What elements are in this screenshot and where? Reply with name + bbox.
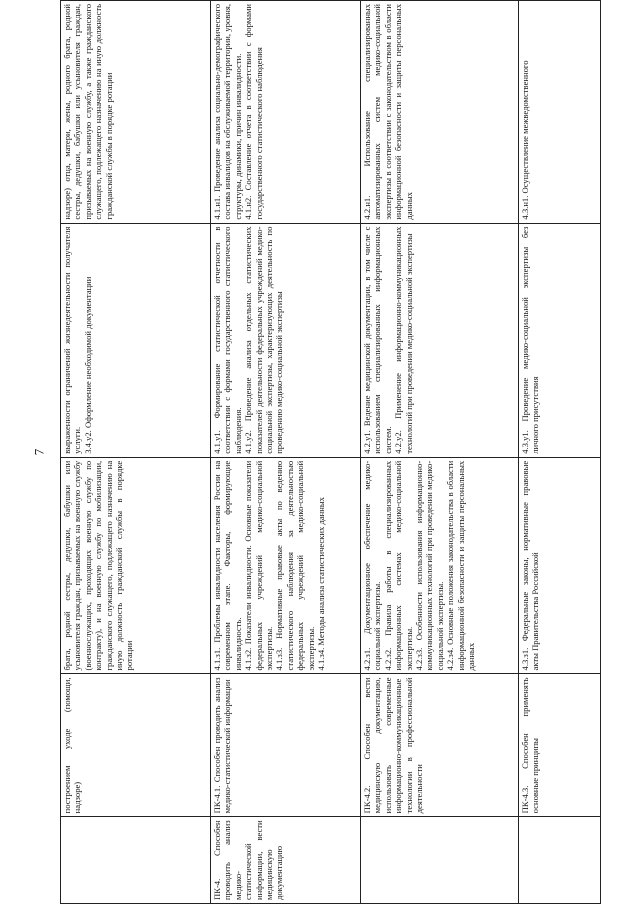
table-row bbox=[211, 1, 361, 904]
cell-code bbox=[519, 817, 601, 904]
cell-knowledge bbox=[361, 457, 519, 674]
knowledge-item: 4.2.з3. Особенности использования информационно-коммуникационных технологий при проведении медико-социальной экспертизы. bbox=[414, 460, 445, 671]
cell-knowledge bbox=[61, 457, 211, 674]
knowledge-item: 4.2.з4. Основные положения законодательства в области информационной безопасности и защиты персональных данных bbox=[445, 460, 477, 671]
competence-table bbox=[60, 0, 601, 904]
cell-knowledge bbox=[211, 457, 361, 674]
cell-practice bbox=[61, 1, 211, 224]
knowledge-item: 4.1.з2. Показатели инвалидности. Основные показатели федеральных учреждений медико-социальной экспертизы. bbox=[243, 460, 275, 671]
cell-practice bbox=[211, 1, 361, 224]
cell-practice bbox=[519, 1, 601, 224]
page-number: 7 bbox=[31, 448, 47, 456]
cell-skills bbox=[61, 223, 211, 457]
cell-code: ПК-4. Способен проводить анализ медико-статистической информации, вести медицинскую документацию bbox=[211, 817, 361, 904]
skills-item: 4.2.у1. Ведение медицинской документации, в том числе с использованием специализированных информационных систем. bbox=[362, 226, 393, 454]
practice-item: надзоре) отца, матери, жены, родного брата, родной сестры, дедушки, бабушки или усыновителя граждан, призываемых на военную службу, а также гражданского служащего, подлежащего назначению на иную должность гражданской службы в порядке ротации bbox=[62, 4, 114, 220]
cell-skills bbox=[519, 223, 601, 457]
skills-item: выраженности ограничений жизнедеятельности получателя услуги. bbox=[62, 226, 83, 454]
table-row bbox=[519, 1, 601, 904]
cell-competence: ПК-4.1. Способен проводить анализ медико-статистической информации bbox=[211, 674, 361, 817]
cell-competence: ПК-4.2. Способен вести медицинскую документацию, использовать современные информационно-коммуникационные технологии в профессиональной деятельности bbox=[361, 674, 519, 817]
knowledge-item: 4.3.з1. Федеральные законы, нормативные правовые акты Правительства Российской bbox=[520, 460, 541, 671]
cell-knowledge bbox=[519, 457, 601, 674]
knowledge-item: 4.2.з1. Документационное обеспечение медико-социальной экспертизы. bbox=[362, 460, 383, 671]
knowledge-item: 4.1.з1. Проблемы инвалидности населения России на современном этапе. Факторы, формирующие инвалидность. bbox=[212, 460, 243, 671]
table-row bbox=[361, 1, 519, 904]
practice-item: 4.1.н2. Составление отчета в соответствии с формами государственного статистического наблюдения bbox=[243, 4, 264, 220]
practice-item: 4.3.н1. Осуществление межведомственного bbox=[520, 60, 530, 220]
table-row bbox=[61, 1, 211, 904]
cell-practice bbox=[361, 1, 519, 224]
practice-item: 4.2.н1. Использование специализированных автоматизированных систем медико-социальной экспертизы в соответствии с законодательством в области информационной безопасности и защиты персональных данных bbox=[362, 4, 414, 220]
table-body bbox=[61, 1, 601, 904]
knowledge-item: брата, родной сестры, дедушки, бабушки или усыновителя граждан, призываемых на военную службу (военнослужащих, проходящих военную службу по контракту), и на военную службу по мобилизации, гражданского служащего, подлежащего назначению на иную должность гражданской службы в порядке ротации bbox=[62, 460, 135, 671]
skills-item: 4.3.у1. Проведение медико-социальной экспертизы без личного присутствия bbox=[520, 226, 541, 454]
knowledge-item: 4.2.з2. Правила работы в специализированных информационных системах медико-социальной экспертизы. bbox=[382, 460, 414, 671]
cell-skills bbox=[361, 223, 519, 457]
competence-table-rotated bbox=[60, 0, 600, 904]
knowledge-item: 4.1.з3. Нормативные правовые акты по ведению статистического наблюдения за деятельностью федеральных учреждений медико-социальной экспертизы. bbox=[274, 460, 316, 671]
skills-item: 3.4.у2. Оформление необходимой документации bbox=[82, 276, 93, 454]
cell-skills bbox=[211, 223, 361, 457]
cell-competence: ПК-4.3. Способен применять основные принципы bbox=[519, 674, 601, 817]
cell-code bbox=[61, 817, 211, 904]
practice-item: 4.1.н1. Проведение анализа социально-демографического состава инвалидов на обслуживаемой территории, уровня, структуры, динамики, причин инвалидности. bbox=[212, 4, 243, 220]
skills-item: 4.1.у2. Проведение анализа отдельных статистических показателей деятельности федеральных учреждений медико-социальной экспертизы, характеризующих деятельность по проведению медико-социальной экспертизы bbox=[243, 226, 285, 454]
skills-item: 4.2.у2. Применение информационно-коммуникационных технологий при проведении медико-социальной экспертизы bbox=[393, 226, 414, 454]
skills-item: 4.1.у1. Формирование статистической отчетности в соответствии с формами государственного статистического наблюдения. bbox=[212, 226, 243, 454]
cell-competence: построением уходе (помощи, надзоре) bbox=[61, 674, 211, 817]
knowledge-item: 4.1.з4. Методы анализа статистических данных bbox=[316, 497, 327, 671]
cell-code bbox=[361, 817, 519, 904]
